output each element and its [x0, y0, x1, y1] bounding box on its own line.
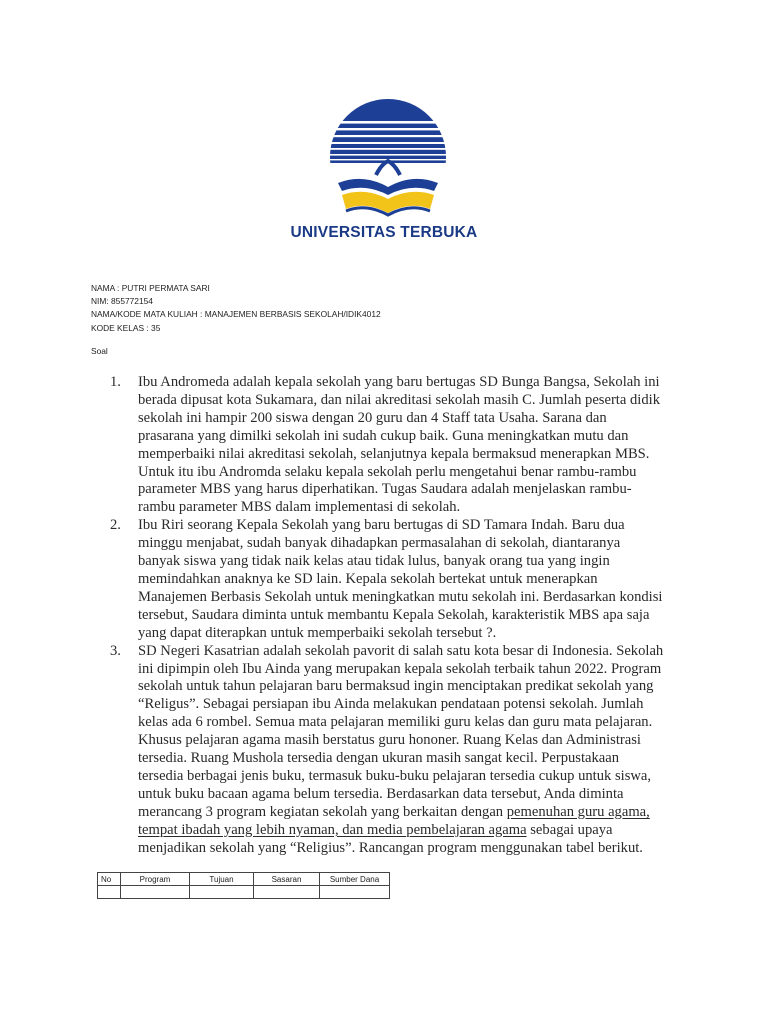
- question-line: yang dapat diterapkan untuk memperbaiki sekolah tersebut ?.: [138, 624, 497, 641]
- question-line: minggu menjabat, sudah banyak dihadapkan permasalahan di sekolah, diantaranya: [138, 535, 621, 552]
- header-sasaran: Sasaran: [254, 873, 320, 886]
- section-label: Soal: [91, 346, 108, 356]
- universitas-terbuka-logo: [318, 95, 458, 225]
- question-line: ini dipimpin oleh Ibu Ainda yang merupakan kepala sekolah terbaik tahun 2022. Program: [138, 660, 662, 677]
- question-line: rambu parameter MBS dalam implementasi di sekolah.: [138, 499, 461, 516]
- student-nim: NIM: 855772154: [91, 296, 153, 307]
- table-cell[interactable]: [320, 886, 390, 899]
- header-program: Program: [121, 873, 190, 886]
- student-info: [91, 282, 381, 335]
- question-text: sebagai upaya: [526, 821, 613, 838]
- course-name: NAMA/KODE MATA KULIAH : MANAJEMEN BERBASIS SEKOLAH/IDIK4012: [91, 309, 381, 320]
- question-list: [110, 374, 680, 857]
- underlined-text: tempat ibadah yang lebih nyaman, dan media pembelajaran agama: [138, 821, 527, 838]
- table-header-row: [98, 873, 390, 886]
- class-code: KODE KELAS : 35: [91, 322, 161, 333]
- question-line: tersebut, Saudara diminta untuk membantu Kepala Sekolah, karakteristik MBS apa saja: [138, 606, 650, 623]
- question-line: Manajemen Berbasis Sekolah untuk meningkatkan mutu sekolah ini. Berdasarkan kondisi: [138, 588, 663, 605]
- question-3: [110, 643, 680, 858]
- question-line: banyak siswa yang tidak naik kelas atau tidak lulus, banyak orang tua yang ingin: [138, 553, 610, 570]
- underlined-text: pemenuhan guru agama,: [506, 803, 650, 820]
- question-number: 3.: [110, 642, 121, 659]
- table-row: [98, 886, 390, 899]
- question-line: memperbaiki nilai akreditasi sekolah, selanjutnya kepala bermaksud menerapkan MBS.: [138, 445, 650, 462]
- question-line: tersedia. Ruang Mushola tersedia dengan ukuran masih sangat kecil. Perpustakaan: [138, 750, 620, 767]
- question-line: tersedia berbagai jenis buku, termasuk buku-buku pelajaran tersedia cukup untuk siswa,: [138, 767, 652, 784]
- question-line: memindahkan anaknya ke SD lain. Kepala sekolah bertekat untuk menerapkan: [138, 570, 598, 587]
- question-number: 2.: [110, 517, 121, 534]
- question-line: “Religus”. Sebagai persiapan ibu Ainda melakukan pendataan potensi sekolah. Jumlah: [138, 696, 644, 713]
- question-line: untuk buku bacaan agama belum tersedia. Berdasarkan data tersebut, Anda diminta: [138, 785, 624, 802]
- question-line: sekolah untuk tahun pelajaran baru bermaksud ingin menciptakan predikat sekolah yang: [138, 678, 654, 695]
- question-line: menjadikan sekolah yang “Religius”. Rancangan program menggunakan tabel berikut.: [138, 839, 643, 856]
- table-cell[interactable]: [254, 886, 320, 899]
- question-line: Ibu Riri seorang Kepala Sekolah yang baru bertugas di SD Tamara Indah. Baru dua: [138, 517, 625, 534]
- question-line: sekolah ini hampir 200 siswa dengan 20 guru dan 4 Staff tata Usaha. Sarana dan: [138, 409, 607, 426]
- table-cell[interactable]: [190, 886, 254, 899]
- question-text: merancang 3 program kegiatan sekolah yang berkaitan dengan: [138, 803, 507, 820]
- program-table: [97, 872, 390, 899]
- question-line: SD Negeri Kasatrian adalah sekolah pavorit di salah satu kota besar di Indonesia. Sekolah: [138, 642, 664, 659]
- student-name: NAMA : PUTRI PERMATA SARI: [91, 283, 210, 293]
- question-line: berada dipusat kota Sukamara, dan nilai akreditasi sekolah masih C. Jumlah peserta didik: [138, 391, 660, 408]
- question-2: [110, 517, 680, 642]
- table-cell[interactable]: [98, 886, 121, 899]
- question-number: 1.: [110, 374, 121, 390]
- question-line: prasarana yang dimilki sekolah ini sudah cukup baik. Guna meningkatkan mutu dan: [138, 427, 629, 444]
- university-name: UNIVERSITAS TERBUKA: [290, 224, 478, 241]
- question-1: [110, 374, 680, 517]
- header-tujuan: Tujuan: [190, 873, 254, 886]
- question-line: parameter MBS yang harus diperhatikan. Tugas Saudara adalah menjelaskan rambu-: [138, 481, 632, 498]
- question-line: kelas ada 6 rombel. Semua mata pelajaran memiliki guru kelas dan guru mata pelajaran.: [138, 714, 653, 731]
- header-sumber-dana: Sumber Dana: [320, 873, 390, 886]
- question-line: Ibu Andromeda adalah kepala sekolah yang baru bertugas SD Bunga Bangsa, Sekolah ini: [138, 374, 660, 390]
- table-cell[interactable]: [121, 886, 190, 899]
- question-line: Untuk itu ibu Andromda selaku kepala sekolah perlu mengetahui benar rambu-rambu: [138, 463, 637, 480]
- header-no: No: [98, 873, 121, 886]
- question-line: Khusus pelajaran agama masih berstatus guru hononer. Ruang Kelas dan Administrasi: [138, 732, 641, 749]
- question-line: [138, 822, 680, 840]
- question-line: [138, 804, 680, 822]
